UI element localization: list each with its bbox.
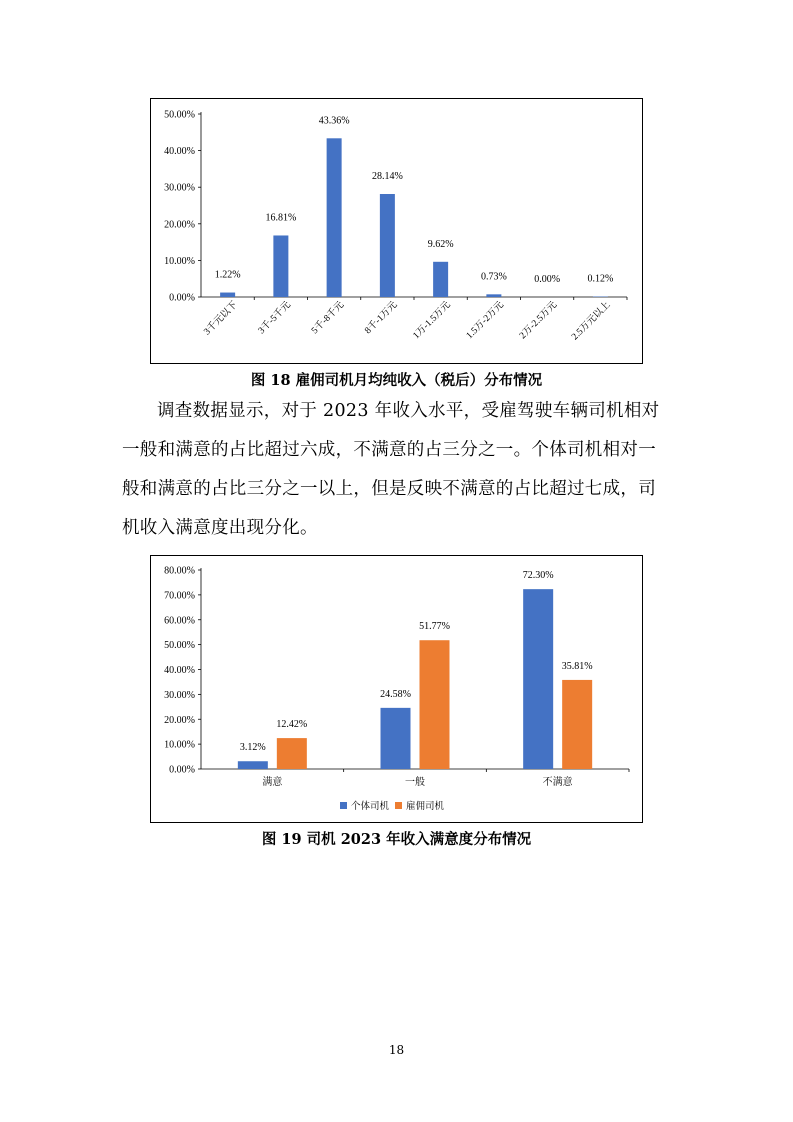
chart-fig19 [150, 555, 643, 823]
bar [220, 293, 235, 297]
data-label: 12.42% [276, 719, 308, 731]
y-tick-label: 10.00% [164, 739, 195, 751]
chart-legend [340, 798, 444, 812]
y-tick-label: 80.00% [164, 565, 195, 577]
legend-label-individual: 个体司机 [351, 801, 390, 812]
x-tick-label: 一般 [405, 777, 425, 788]
x-tick-label: 3千-5千元 [256, 300, 293, 337]
body-paragraph [122, 392, 674, 548]
y-tick-label: 20.00% [164, 219, 195, 231]
paragraph-line: 机收入满意度出现分化。 [122, 518, 318, 538]
x-tick-label: 2万-2.5万元 [518, 300, 560, 342]
x-tick-label: 1万-1.5万元 [411, 300, 453, 342]
data-label: 28.14% [371, 171, 403, 183]
bar [433, 262, 448, 297]
caption-fig18: 图 18 雇佣司机月均纯收入（税后）分布情况 [250, 372, 543, 389]
x-tick-label: 满意 [262, 777, 283, 788]
y-tick-label: 50.00% [164, 109, 195, 121]
caption-fig19: 图 19 司机 2023 年收入满意度分布情况 [261, 831, 532, 848]
y-tick-label: 70.00% [164, 590, 195, 602]
bar [562, 680, 592, 769]
chart-fig18-svg [151, 99, 642, 363]
paragraph-line: 一般和满意的占比超过六成，不满意的占三分之一。个体司机相对一 [122, 440, 656, 460]
data-label: 43.36% [318, 115, 350, 127]
data-label: 72.30% [522, 570, 554, 582]
bar [420, 640, 450, 769]
paragraph-line: 调查数据显示，对于 2023 年收入水平，受雇驾驶车辆司机相对 [157, 401, 660, 421]
page-number: 18 [388, 1043, 405, 1057]
x-tick-label: 5千-8千元 [310, 300, 347, 337]
data-label: 0.73% [480, 271, 507, 283]
bar [277, 738, 307, 769]
x-tick-label: 不满意 [542, 777, 573, 788]
legend-swatch-employed [395, 802, 402, 809]
data-label: 24.58% [380, 688, 411, 700]
data-label: 35.81% [561, 660, 593, 672]
y-tick-label: 0.00% [169, 764, 195, 776]
paragraph-line: 般和满意的占比三分之一以上，但是反映不满意的占比超过七成，司 [122, 479, 656, 499]
y-tick-label: 30.00% [164, 689, 195, 701]
y-tick-label: 20.00% [164, 714, 195, 726]
bar [381, 708, 411, 769]
bar [523, 589, 553, 769]
chart-fig19-svg [151, 556, 642, 822]
x-tick-label: 8千-1万元 [363, 300, 400, 337]
data-label: 9.62% [427, 238, 454, 250]
data-label: 3.12% [239, 742, 266, 754]
data-label: 51.77% [419, 621, 450, 633]
legend-label-employed: 雇佣司机 [406, 801, 445, 812]
legend-swatch-individual [340, 802, 347, 809]
y-tick-label: 40.00% [164, 146, 195, 158]
x-tick-label: 1.5万-2万元 [464, 300, 506, 342]
bar [238, 761, 268, 769]
y-tick-label: 10.00% [164, 255, 195, 267]
y-tick-label: 40.00% [164, 665, 195, 676]
bar [273, 235, 288, 297]
chart-fig18 [150, 98, 643, 364]
data-label: 1.22% [214, 269, 241, 281]
y-tick-label: 50.00% [164, 640, 195, 652]
data-label: 16.81% [265, 212, 297, 224]
bar [327, 138, 342, 297]
y-tick-label: 60.00% [164, 615, 195, 627]
x-tick-label: 3千元以下 [202, 300, 240, 338]
data-label: 0.00% [534, 274, 561, 285]
x-tick-label: 2.5万元以上 [570, 300, 613, 343]
bar [380, 194, 395, 297]
data-label: 0.12% [587, 273, 614, 285]
y-tick-label: 30.00% [164, 182, 195, 194]
y-tick-label: 0.00% [169, 292, 195, 304]
bar [486, 294, 501, 297]
